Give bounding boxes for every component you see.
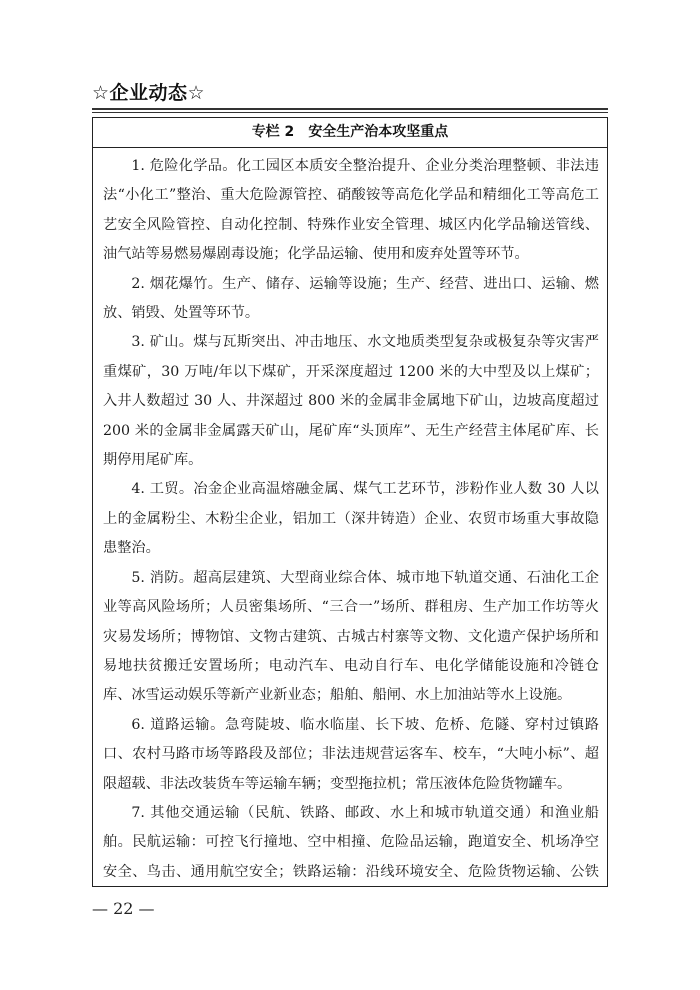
- item-industry-trade: 4. 工贸。冶金企业高温熔融金属、煤气工艺环节，涉粉作业人数 30 人以上的金属粉尘、木粉尘企业，铝加工（深井铸造）企业、农贸市场重大事故隐患整治。: [103, 481, 599, 557]
- column-body: [93, 148, 607, 887]
- item-road-transport: 6. 道路运输。急弯陡坡、临水临崖、长下坡、危桥、危隧、穿村过镇路口、农村马路市场等路段及部位；非法违规营运客车、校车，“大吨小标”、超限超载、非法改装货车等运输车辆；变型拖拉机；常压液体危险货物罐车。: [103, 716, 599, 792]
- item-mines: 3. 矿山。煤与瓦斯突出、冲击地压、水文地质类型复杂或极复杂等灾害严重煤矿，30 万吨/年以下煤矿，开采深度超过 1200 米的大中型及以上煤矿；入井人数超过 30 人、井深超过 800 米的金属非金属地下矿山，边坡高度超过 200 米的金属非金属露天矿山，尾矿库“头顶库”、无生产经营主体尾矿库、长期停用尾矿库。: [103, 334, 599, 469]
- column-box: [92, 117, 608, 887]
- column-heading: 安全生产治本攻坚重点: [308, 124, 449, 140]
- item-other-transport: 7. 其他交通运输（民航、铁路、邮政、水上和城市轨道交通）和渔业船舶。民航运输：可控飞行撞地、空中相撞、危险品运输，跑道安全、机场净空安全、鸟击、通用航空安全；铁路运输：沿线环境安全、危险货物运输、公铁: [103, 804, 599, 880]
- page-number: — 22 —: [92, 899, 155, 918]
- section-header: [92, 80, 608, 106]
- column-number: 专栏 2: [251, 124, 295, 140]
- item-fire-protection: 5. 消防。超高层建筑、大型商业综合体、城市地下轨道交通、石油化工企业等高风险场所；人员密集场所、“三合一”场所、群租房、生产加工作坊等火灾易发场所；博物馆、文物古建筑、古城古村寨等文物、文化遗产保护场所和易地扶贫搬迁安置场所；电动汽车、电动自行车、电化学储能设施和冷链仓库、冰雪运动娱乐等新产业新业态；船舶、船闸、水上加油站等水上设施。: [103, 569, 599, 704]
- header-rule-thick: [92, 108, 608, 110]
- section-title: ☆企业动态☆: [92, 82, 206, 104]
- column-title: [93, 118, 607, 148]
- item-hazardous-chemicals: 1. 危险化学品。化工园区本质安全整治提升、企业分类治理整顿、非法违法“小化工”整治、重大危险源管控、硝酸铵等高危化学品和精细化工等高危工艺安全风险管控、自动化控制、特殊作业安全管理、城区内化学品输送管线、油气站等易燃易爆剧毒设施；化学品运输、使用和废弃处置等环节。: [103, 158, 599, 263]
- header-rule-thin: [92, 112, 608, 113]
- item-fireworks: 2. 烟花爆竹。生产、储存、运输等设施；生产、经营、进出口、运输、燃放、销毁、处置等环节。: [103, 275, 599, 322]
